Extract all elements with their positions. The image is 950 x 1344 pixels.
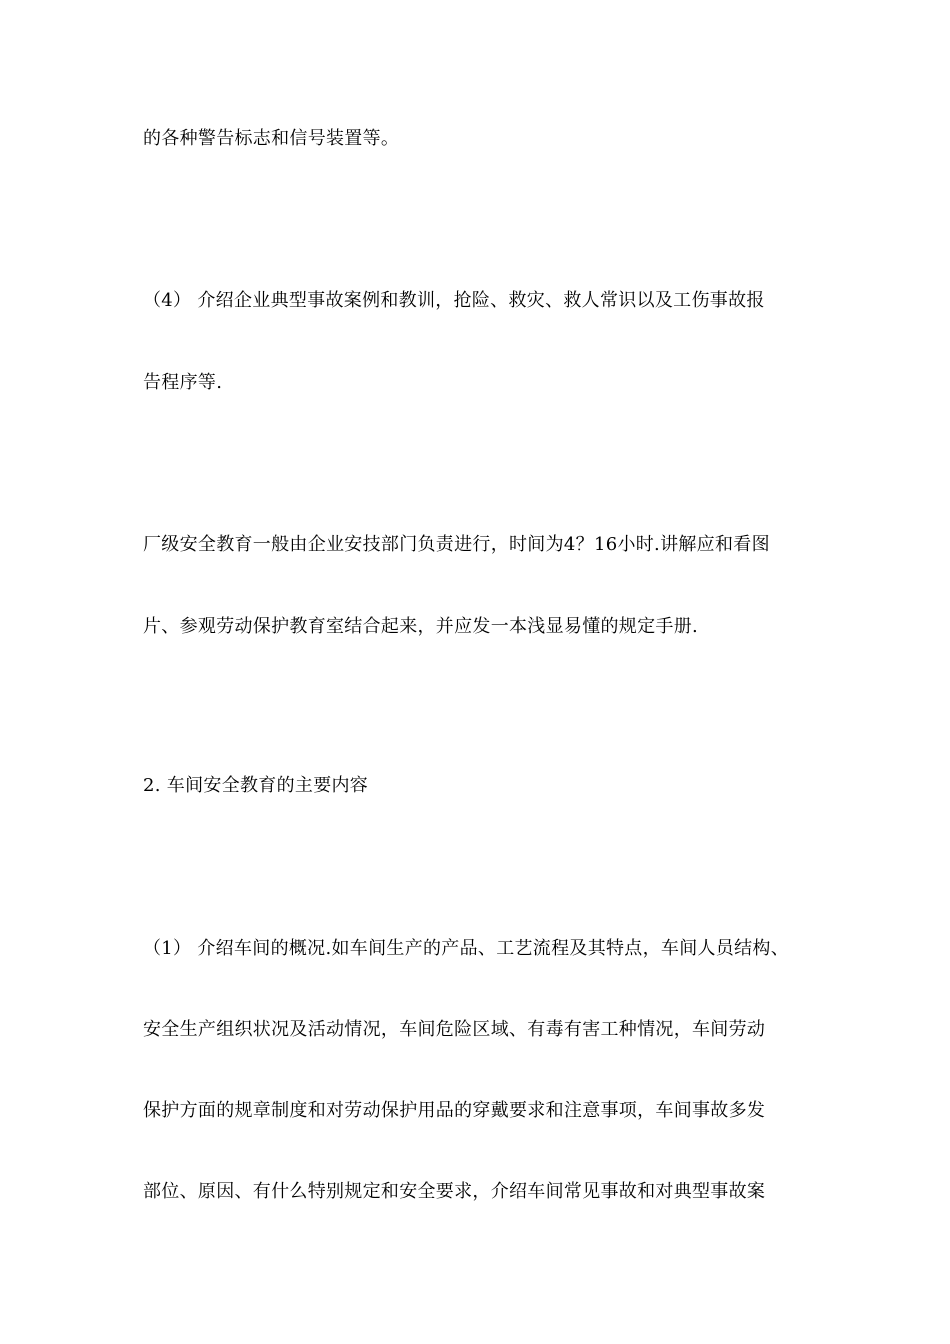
text-line: 部位、原因、有什么特别规定和安全要求，介绍车间常见事故和对典型事故案 [143, 1181, 766, 1202]
text-line: 厂级安全教育一般由企业安技部门负责进行，时间为4？16小时.讲解应和看图 [143, 534, 770, 555]
text-line: 安全生产组织状况及活动情况，车间危险区域、有毒有害工种情况，车间劳动 [143, 1019, 766, 1040]
text-line: （4） 介绍企业典型事故案例和教训，抢险、救灾、救人常识以及工伤事故报 [143, 290, 765, 311]
text-line: （1） 介绍车间的概况.如车间生产的产品、工艺流程及其特点，车间人员结构、 [143, 938, 789, 959]
text-line: 告程序等. [143, 372, 223, 393]
text-line: 保护方面的规章制度和对劳动保护用品的穿戴要求和注意事项，车间事故多发 [143, 1100, 766, 1121]
text-line: 的各种警告标志和信号装置等。 [143, 128, 400, 149]
section-heading: 2. 车间安全教育的主要内容 [143, 775, 369, 796]
text-line: 片、参观劳动保护教育室结合起来，并应发一本浅显易懂的规定手册. [143, 616, 699, 637]
